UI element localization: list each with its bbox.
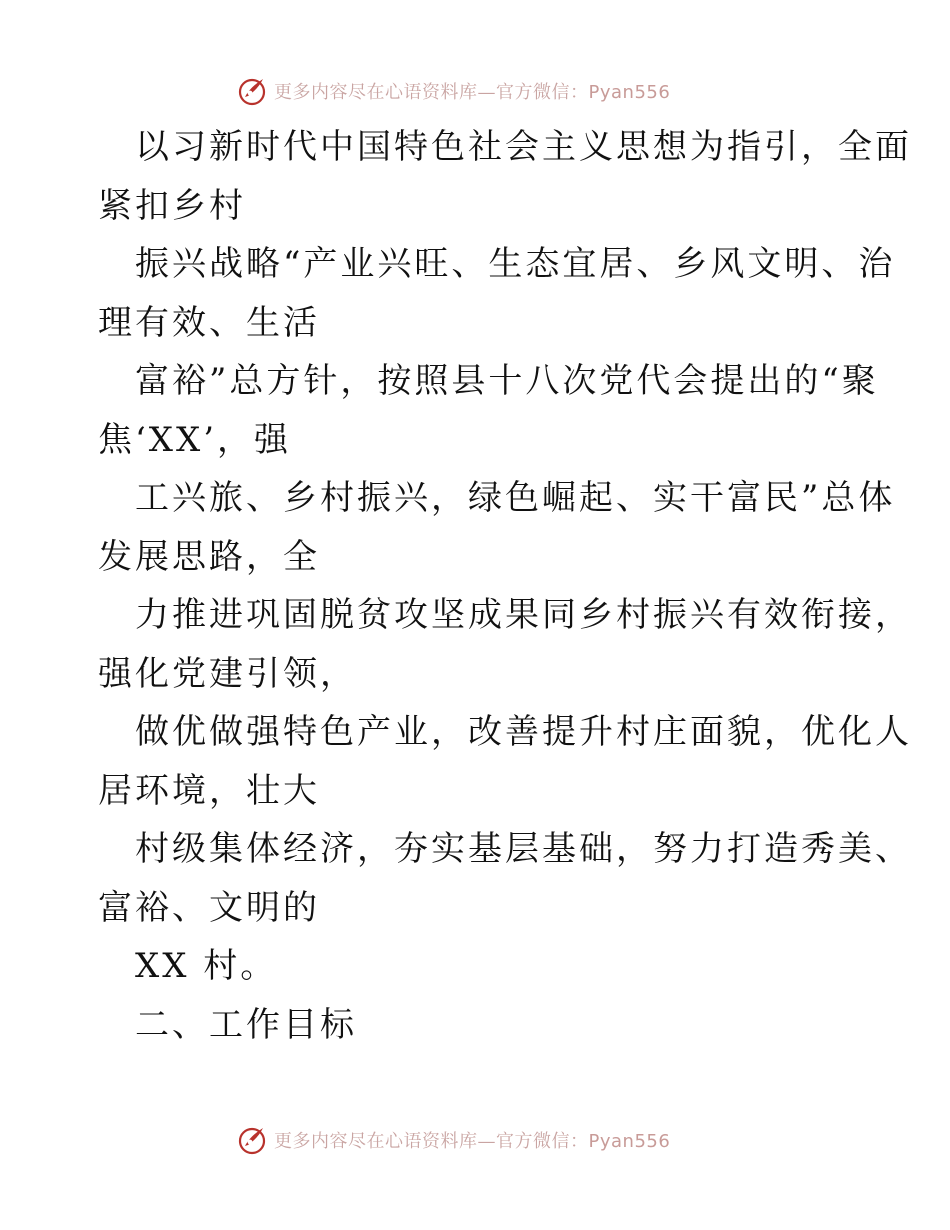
- body-line: 工兴旅、乡村振兴，绿色崛起、实干富民”总体: [135, 478, 896, 518]
- document-body: [98, 118, 912, 1054]
- footer-watermark: [236, 1123, 670, 1157]
- quill-logo-icon: [236, 75, 268, 107]
- body-line: 以习新时代中国特色社会主义思想为指引，全面: [135, 127, 912, 167]
- body-line: 紧扣乡村: [98, 185, 246, 226]
- watermark-text: 更多内容尽在心语资料库—官方微信：Pyan556: [274, 82, 671, 103]
- body-line: 做优做强特色产业，改善提升村庄面貌，优化人: [135, 712, 912, 752]
- quill-logo-icon: [236, 1124, 268, 1156]
- header-watermark: [236, 74, 670, 108]
- watermark-text: 更多内容尽在心语资料库—官方微信：Pyan556: [274, 1131, 671, 1152]
- body-line: 力推进巩固脱贫攻坚成果同乡村振兴有效衔接，: [135, 595, 912, 635]
- body-line: 富裕、文明的: [98, 887, 320, 928]
- body-line: 强化党建引领，: [98, 653, 357, 694]
- body-line: 居环境，壮大: [98, 770, 320, 811]
- body-line: 村级集体经济，夯实基层基础，努力打造秀美、: [135, 829, 912, 869]
- section-heading: 二、工作目标: [135, 1004, 357, 1045]
- body-line: 富裕”总方针，按照县十八次党代会提出的“聚: [135, 361, 879, 401]
- body-line: 振兴战略“产业兴旺、生态宜居、乡风文明、治: [135, 244, 896, 284]
- body-line: XX 村。: [135, 946, 278, 986]
- body-line: 焦‘XX’，强: [98, 419, 292, 460]
- body-line: 理有效、生活: [98, 302, 320, 343]
- body-line: 发展思路，全: [98, 536, 320, 577]
